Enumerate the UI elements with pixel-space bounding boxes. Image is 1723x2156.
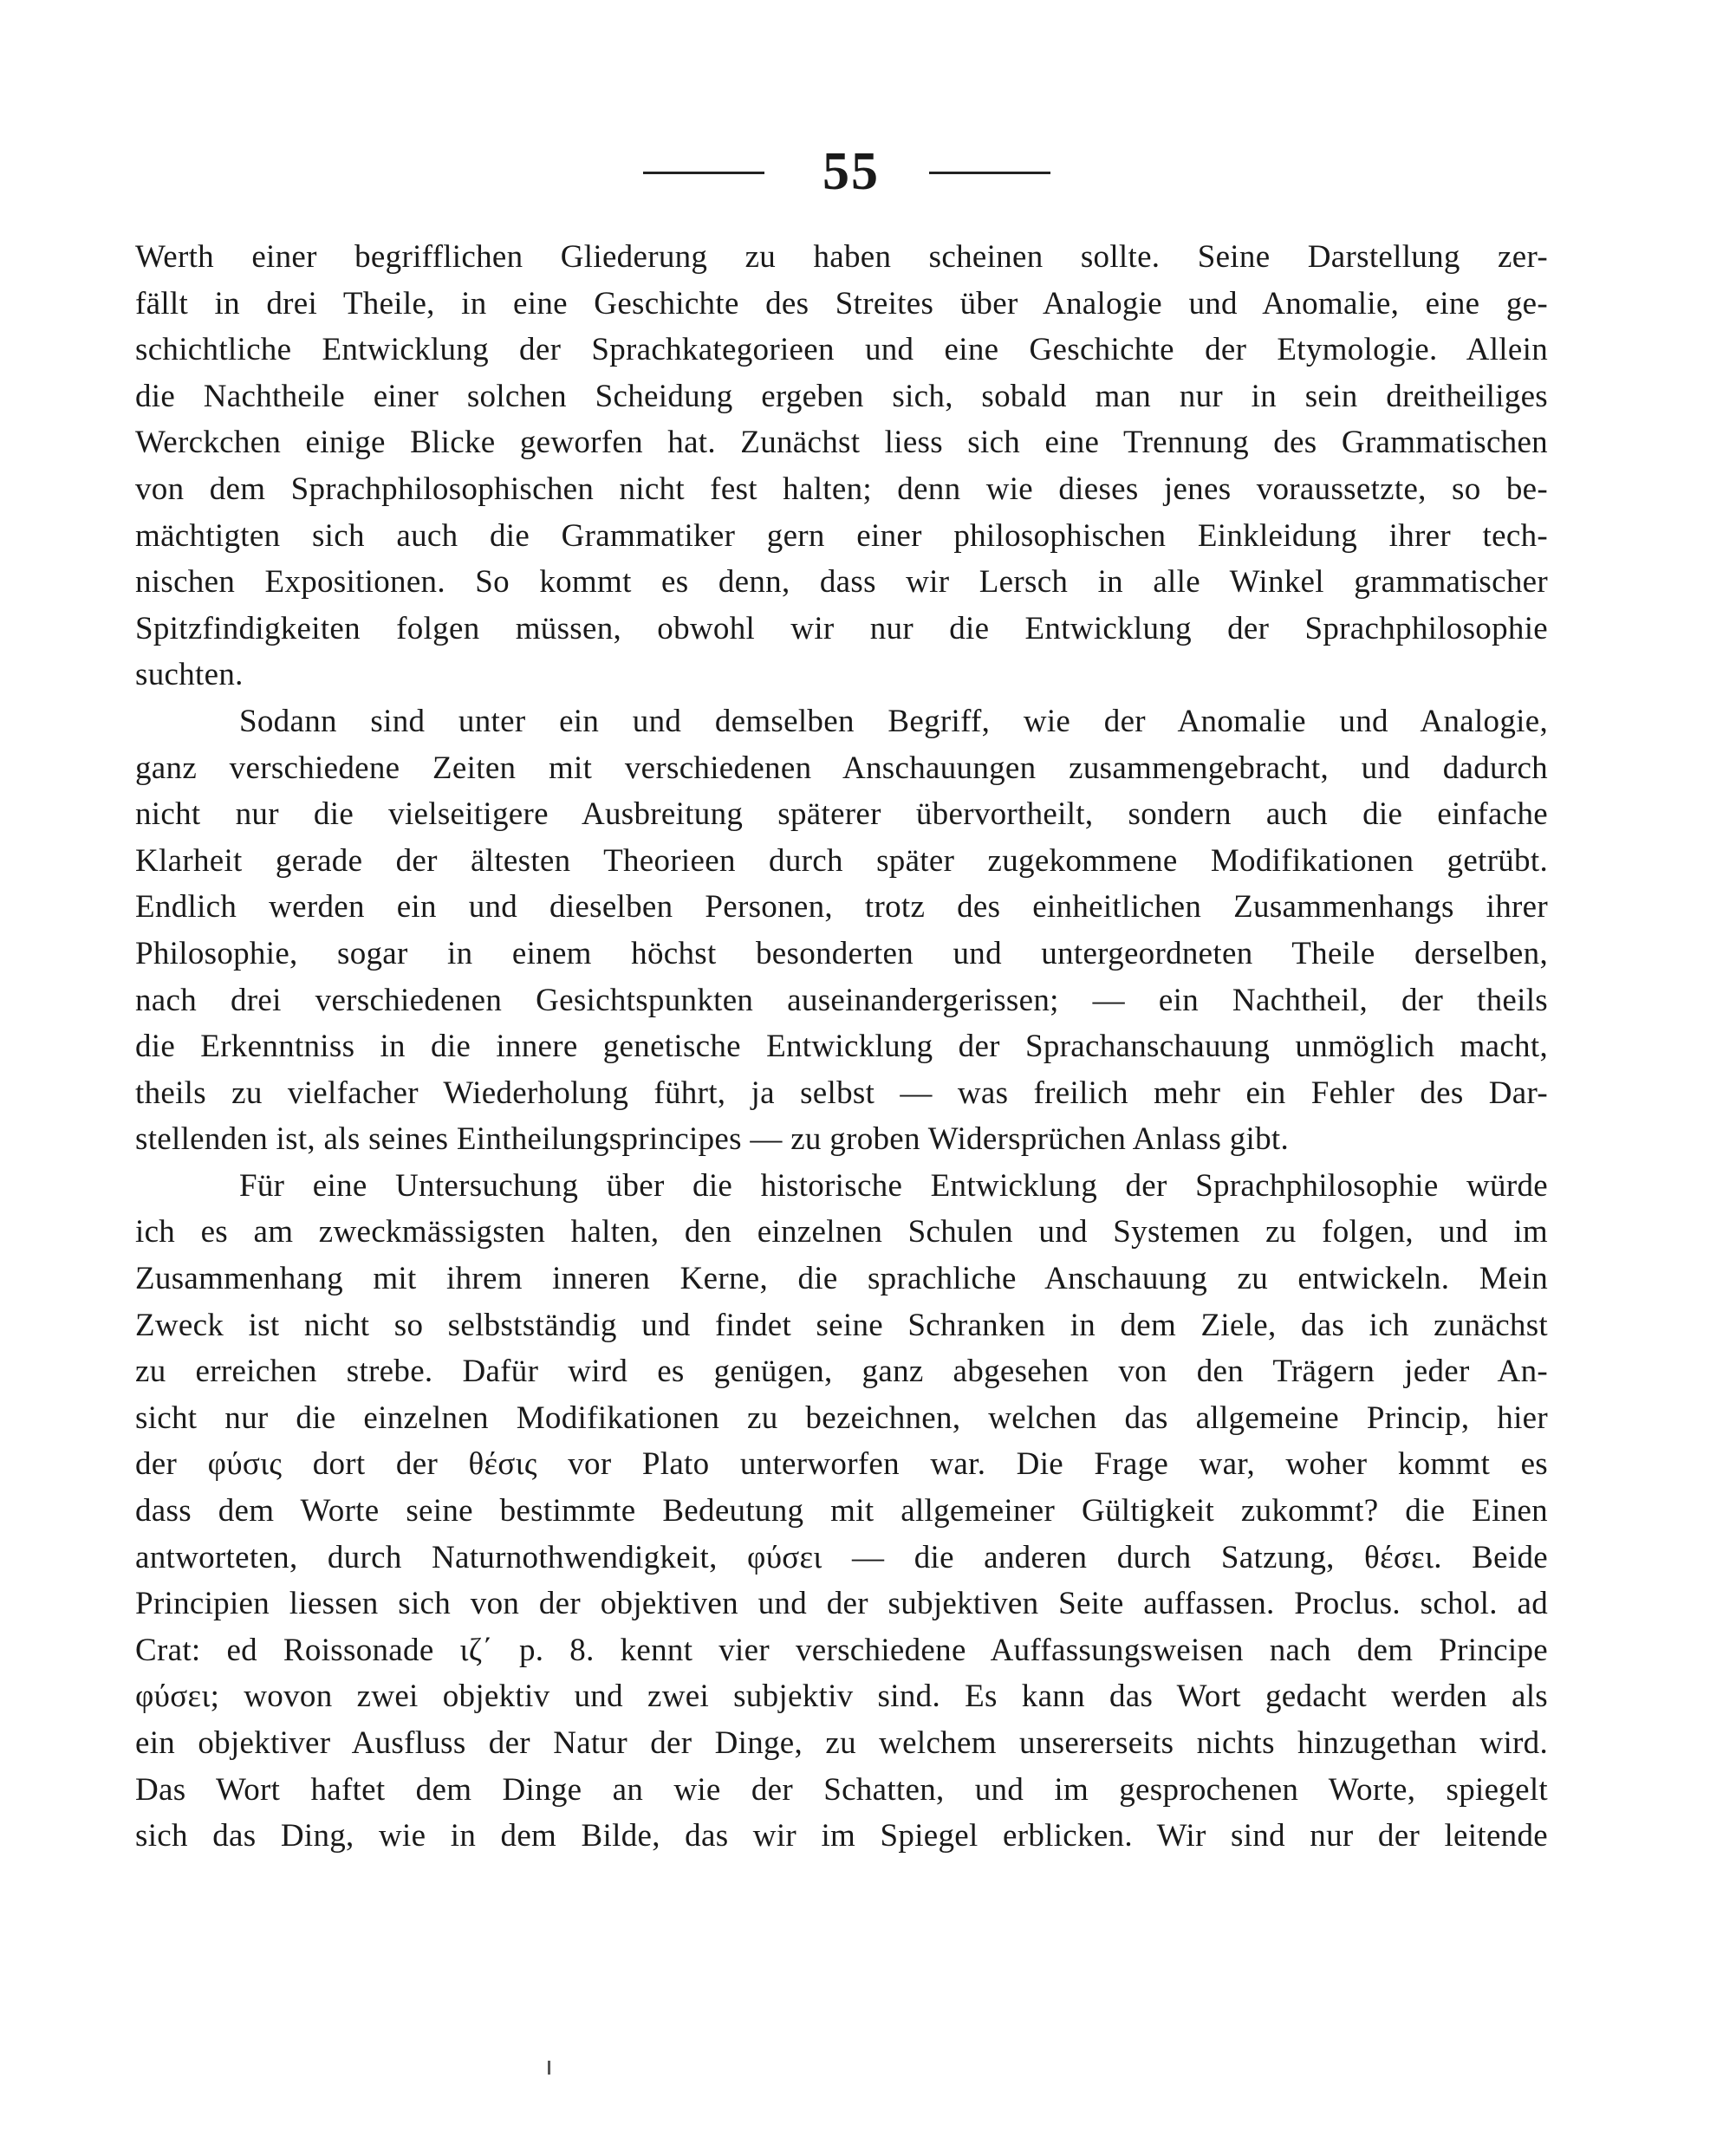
text-line: zu erreichen strebe. Dafür wird es genügen, ganz abgesehen von den Trägern jeder An- — [135, 1354, 1548, 1390]
text-line: Principien liessen sich von der objektiven und der subjektiven Seite auffassen. Proclus. schol. ad — [135, 1586, 1548, 1622]
text-line: Klarheit gerade der ältesten Theorieen durch später zugekommene Modifikationen getrübt. — [135, 842, 1548, 879]
text-line: suchten. — [135, 657, 244, 693]
text-line: ich es am zweckmässigsten halten, den einzelnen Schulen und Systemen zu folgen, und im — [135, 1214, 1548, 1250]
text-line: Philosophie, sogar in einem höchst besonderten und untergeordneten Theile derselben, — [135, 935, 1548, 971]
text-line: Zweck ist nicht so selbstständig und findet seine Schranken in dem Ziele, das ich zunächst — [135, 1307, 1548, 1343]
text-line: die Erkenntniss in die innere genetische Entwicklung der Sprachanschauung unmöglich macht, — [135, 1029, 1548, 1065]
header-rule-left — [643, 172, 764, 174]
text-line: Spitzfindigkeiten folgen müssen, obwohl wir nur die Entwicklung der Sprachphilosophie — [135, 610, 1548, 646]
text-line: nicht nur die vielseitigere Ausbreitung späterer übervortheilt, sondern auch die einfache — [135, 796, 1548, 833]
text-line: mächtigten sich auch die Grammatiker gern einer philosophischen Einkleidung ihrer tech- — [135, 517, 1548, 554]
paragraph-start-line: Sodann sind unter ein und demselben Begriff, wie der Anomalie und Analogie, — [239, 703, 1548, 739]
page-number: 55 — [822, 142, 880, 201]
text-line: Werckchen einige Blicke geworfen hat. Zunächst liess sich eine Trennung des Grammatischen — [135, 425, 1548, 461]
text-line: stellenden ist, als seines Eintheilungsprincipes — zu groben Widersprüchen Anlass gibt. — [135, 1121, 1290, 1158]
paragraph-start-line: Für eine Untersuchung über die historische Entwicklung der Sprachphilosophie würde — [239, 1167, 1548, 1204]
text-line: antworteten, durch Naturnothwendigkeit, φύσει — die anderen durch Satzung, θέσει. Beide — [135, 1539, 1548, 1575]
text-line: nischen Expositionen. So kommt es denn, dass wir Lersch in alle Winkel grammatischer — [135, 564, 1548, 601]
text-line: Crat: ed Roissonade ιζ΄ p. 8. kennt vier verschiedene Auffassungsweisen nach dem Principe — [135, 1632, 1548, 1668]
print-speck — [548, 2061, 550, 2075]
page-header — [0, 128, 1723, 215]
text-line: von dem Sprachphilosophischen nicht fest halten; denn wie dieses jenes voraussetzte, so be- — [135, 471, 1548, 507]
text-line: ganz verschiedene Zeiten mit verschiedenen Anschauungen zusammengebracht, und dadurch — [135, 750, 1548, 786]
text-line: schichtliche Entwicklung der Sprachkategorieen und eine Geschichte der Etymologie. Allein — [135, 332, 1548, 368]
text-line: nach drei verschiedenen Gesichtspunkten auseinandergerissen; — ein Nachtheil, der theils — [135, 982, 1548, 1018]
text-line: theils zu vielfacher Wiederholung führt, ja selbst — was freilich mehr ein Fehler des Dar- — [135, 1075, 1548, 1111]
text-line: sicht nur die einzelnen Modifikationen zu bezeichnen, welchen das allgemeine Princip, hier — [135, 1399, 1548, 1436]
text-line: φύσει; wovon zwei objektiv und zwei subjektiv sind. Es kann das Wort gedacht werden als — [135, 1679, 1548, 1715]
text-line: fällt in drei Theile, in eine Geschichte des Streites über Analogie und Anomalie, eine ge- — [135, 285, 1548, 321]
text-line: ein objektiver Ausfluss der Natur der Dinge, zu welchem unsererseits nichts hinzugethan wird. — [135, 1725, 1548, 1761]
text-line: sich das Ding, wie in dem Bilde, das wir im Spiegel erblicken. Wir sind nur der leitende — [135, 1818, 1548, 1854]
body-text — [135, 234, 1548, 1860]
text-line: Das Wort haftet dem Dinge an wie der Schatten, und im gesprochenen Worte, spiegelt — [135, 1771, 1548, 1808]
text-line: Werth einer begrifflichen Gliederung zu haben scheinen sollte. Seine Darstellung zer- — [135, 239, 1548, 275]
text-line: der φύσις dort der θέσις vor Plato unterworfen war. Die Frage war, woher kommt es — [135, 1446, 1548, 1483]
text-line: die Nachtheile einer solchen Scheidung ergeben sich, sobald man nur in sein dreitheiliges — [135, 378, 1548, 414]
text-line: Zusammenhang mit ihrem inneren Kerne, die sprachliche Anschauung zu entwickeln. Mein — [135, 1261, 1548, 1297]
text-line: dass dem Worte seine bestimmte Bedeutung mit allgemeiner Gültigkeit zukommt? die Einen — [135, 1493, 1548, 1529]
header-rule-right — [929, 172, 1050, 174]
text-line: Endlich werden ein und dieselben Personen, trotz des einheitlichen Zusammenhangs ihrer — [135, 889, 1548, 925]
